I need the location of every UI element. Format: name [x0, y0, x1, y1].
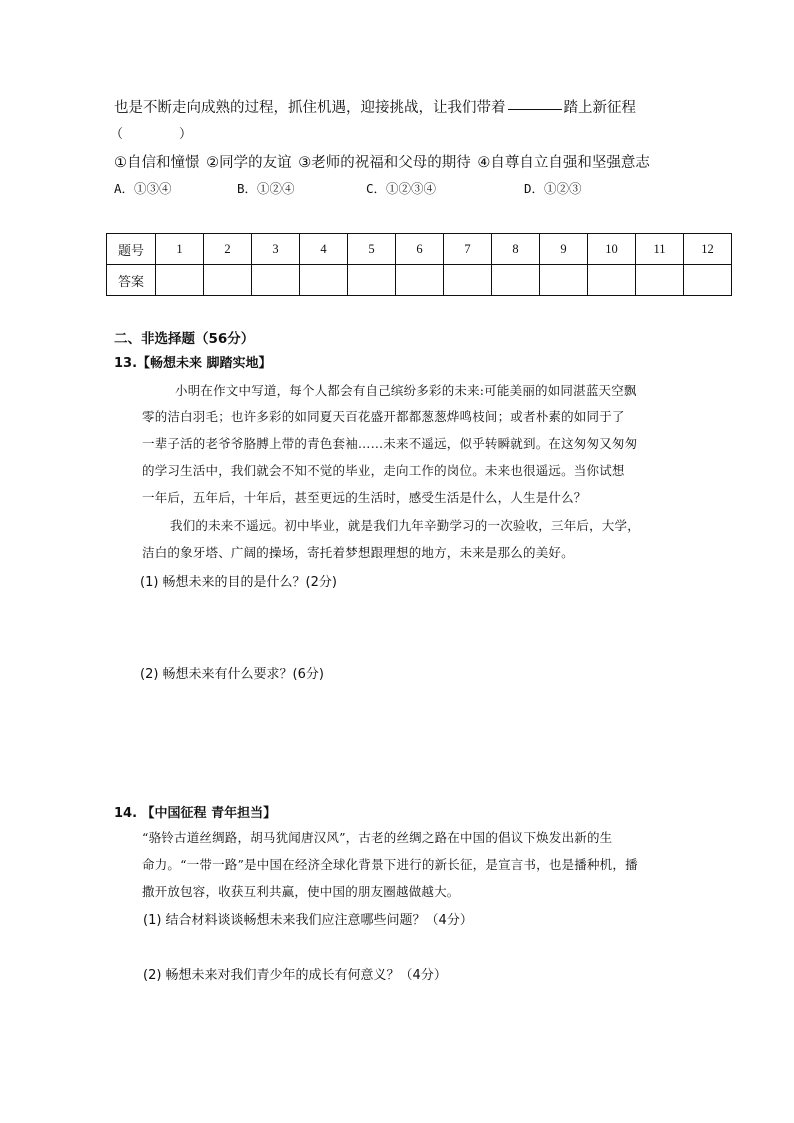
answer-table-number-row	[107, 234, 732, 265]
q14-para-line: “骆铃古道丝绸路，胡马犹闻唐汉风”，古老的丝绸之路在中国的倡议下焕发出新的生	[142, 830, 613, 845]
header-answer: 答案	[107, 265, 156, 296]
answer-cell[interactable]	[204, 265, 252, 296]
q13-title: 13.【畅想未来 脚踏实地】	[114, 356, 272, 371]
header-question-number: 题号	[107, 234, 156, 265]
answer-cell[interactable]	[300, 265, 348, 296]
answer-cell[interactable]	[396, 265, 444, 296]
q13-para1-line: 零的洁白羽毛；也许多彩的如同夏天百花盛开都都葱葱烨鸣枝间；或者朴素的如同于了	[142, 409, 625, 424]
paren-close: ）	[179, 127, 193, 142]
q12-answer-paren	[110, 123, 192, 142]
q14-para-line: 撒开放包容，收获互利共赢，使中国的朋友圈越做越大。	[142, 884, 460, 899]
answer-cell[interactable]	[684, 265, 732, 296]
q12-stem-tail: 踏上新征程	[563, 100, 636, 116]
q12-stem-text: 也是不断走向成熟的过程，抓住机遇，迎接挑战，让我们带着	[114, 100, 506, 116]
number-cell: 12	[684, 234, 732, 265]
q12-items: ①自信和憧憬 ②同学的友谊 ③老师的祝福和父母的期待 ④自尊自立自强和坚强意志	[114, 155, 650, 171]
q13-para1-line: 小明在作文中写道，每个人都会有自己缤纷多彩的未来:可能美丽的如同湛蓝天空飘	[175, 383, 637, 398]
section-title: 二、非选择题（56分）	[114, 331, 255, 347]
answer-cell[interactable]	[636, 265, 684, 296]
q12-stem-line	[114, 96, 636, 117]
answer-cell[interactable]	[588, 265, 636, 296]
number-cell: 6	[396, 234, 444, 265]
q13-sub1: (1) 畅想未来的目的是什么？(2分)	[140, 575, 337, 590]
q13-para1-line: 的学习生活中，我们就会不知不觉的毕业，走向工作的岗位。未来也很遥远。当你试想	[142, 463, 625, 478]
q12-answer-blank	[508, 108, 562, 110]
number-cell: 3	[252, 234, 300, 265]
q14-sub2: (2) 畅想未来对我们青少年的成长有何意义？（4分）	[143, 968, 447, 983]
q12-option-a: A．①③④	[114, 181, 172, 196]
answer-cell[interactable]	[540, 265, 588, 296]
answer-cell[interactable]	[252, 265, 300, 296]
answer-cell[interactable]	[492, 265, 540, 296]
q12-option-b: B．①②④	[237, 181, 295, 196]
number-cell: 2	[204, 234, 252, 265]
number-cell: 11	[636, 234, 684, 265]
answer-table	[106, 233, 732, 296]
q13-para1-line: 一辈子活的老爷爷胳膊上带的青色套袖……未来不遥远，似乎转瞬就到。在这匆匆又匆匆	[142, 436, 638, 451]
answer-cell[interactable]	[444, 265, 492, 296]
number-cell: 5	[348, 234, 396, 265]
number-cell: 9	[540, 234, 588, 265]
number-cell: 7	[444, 234, 492, 265]
answer-cell[interactable]	[348, 265, 396, 296]
number-cell: 4	[300, 234, 348, 265]
answer-table-answer-row	[107, 265, 732, 296]
number-cell: 1	[156, 234, 204, 265]
answer-cell[interactable]	[156, 265, 204, 296]
q13-sub2: (2) 畅想未来有什么要求？(6分)	[140, 667, 324, 682]
number-cell: 10	[588, 234, 636, 265]
q12-option-c: C．①②③④	[366, 181, 437, 196]
q14-sub1: (1) 结合材料谈谈畅想未来我们应注意哪些问题？（4分）	[143, 913, 473, 928]
q14-para-line: 命力。“一带一路”是中国在经济全球化背景下进行的新长征，是宣言书，也是播种机，播	[142, 857, 638, 872]
paren-open: （	[110, 127, 124, 142]
q13-para1-line: 一年后，五年后，十年后，甚至更远的生活时，感受生活是什么，人生是什么？	[142, 490, 587, 505]
q13-para2-line: 洁白的象牙塔、广阔的操场，寄托着梦想跟理想的地方，未来是那么的美好。	[142, 545, 574, 560]
q13-para2-line: 我们的未来不遥远。初中毕业，就是我们九年辛勤学习的一次验收，三年后，大学，	[170, 518, 640, 533]
number-cell: 8	[492, 234, 540, 265]
q12-option-d: D．①②③	[524, 181, 582, 196]
q14-title: 14. 【中国征程 青年担当】	[114, 806, 277, 821]
